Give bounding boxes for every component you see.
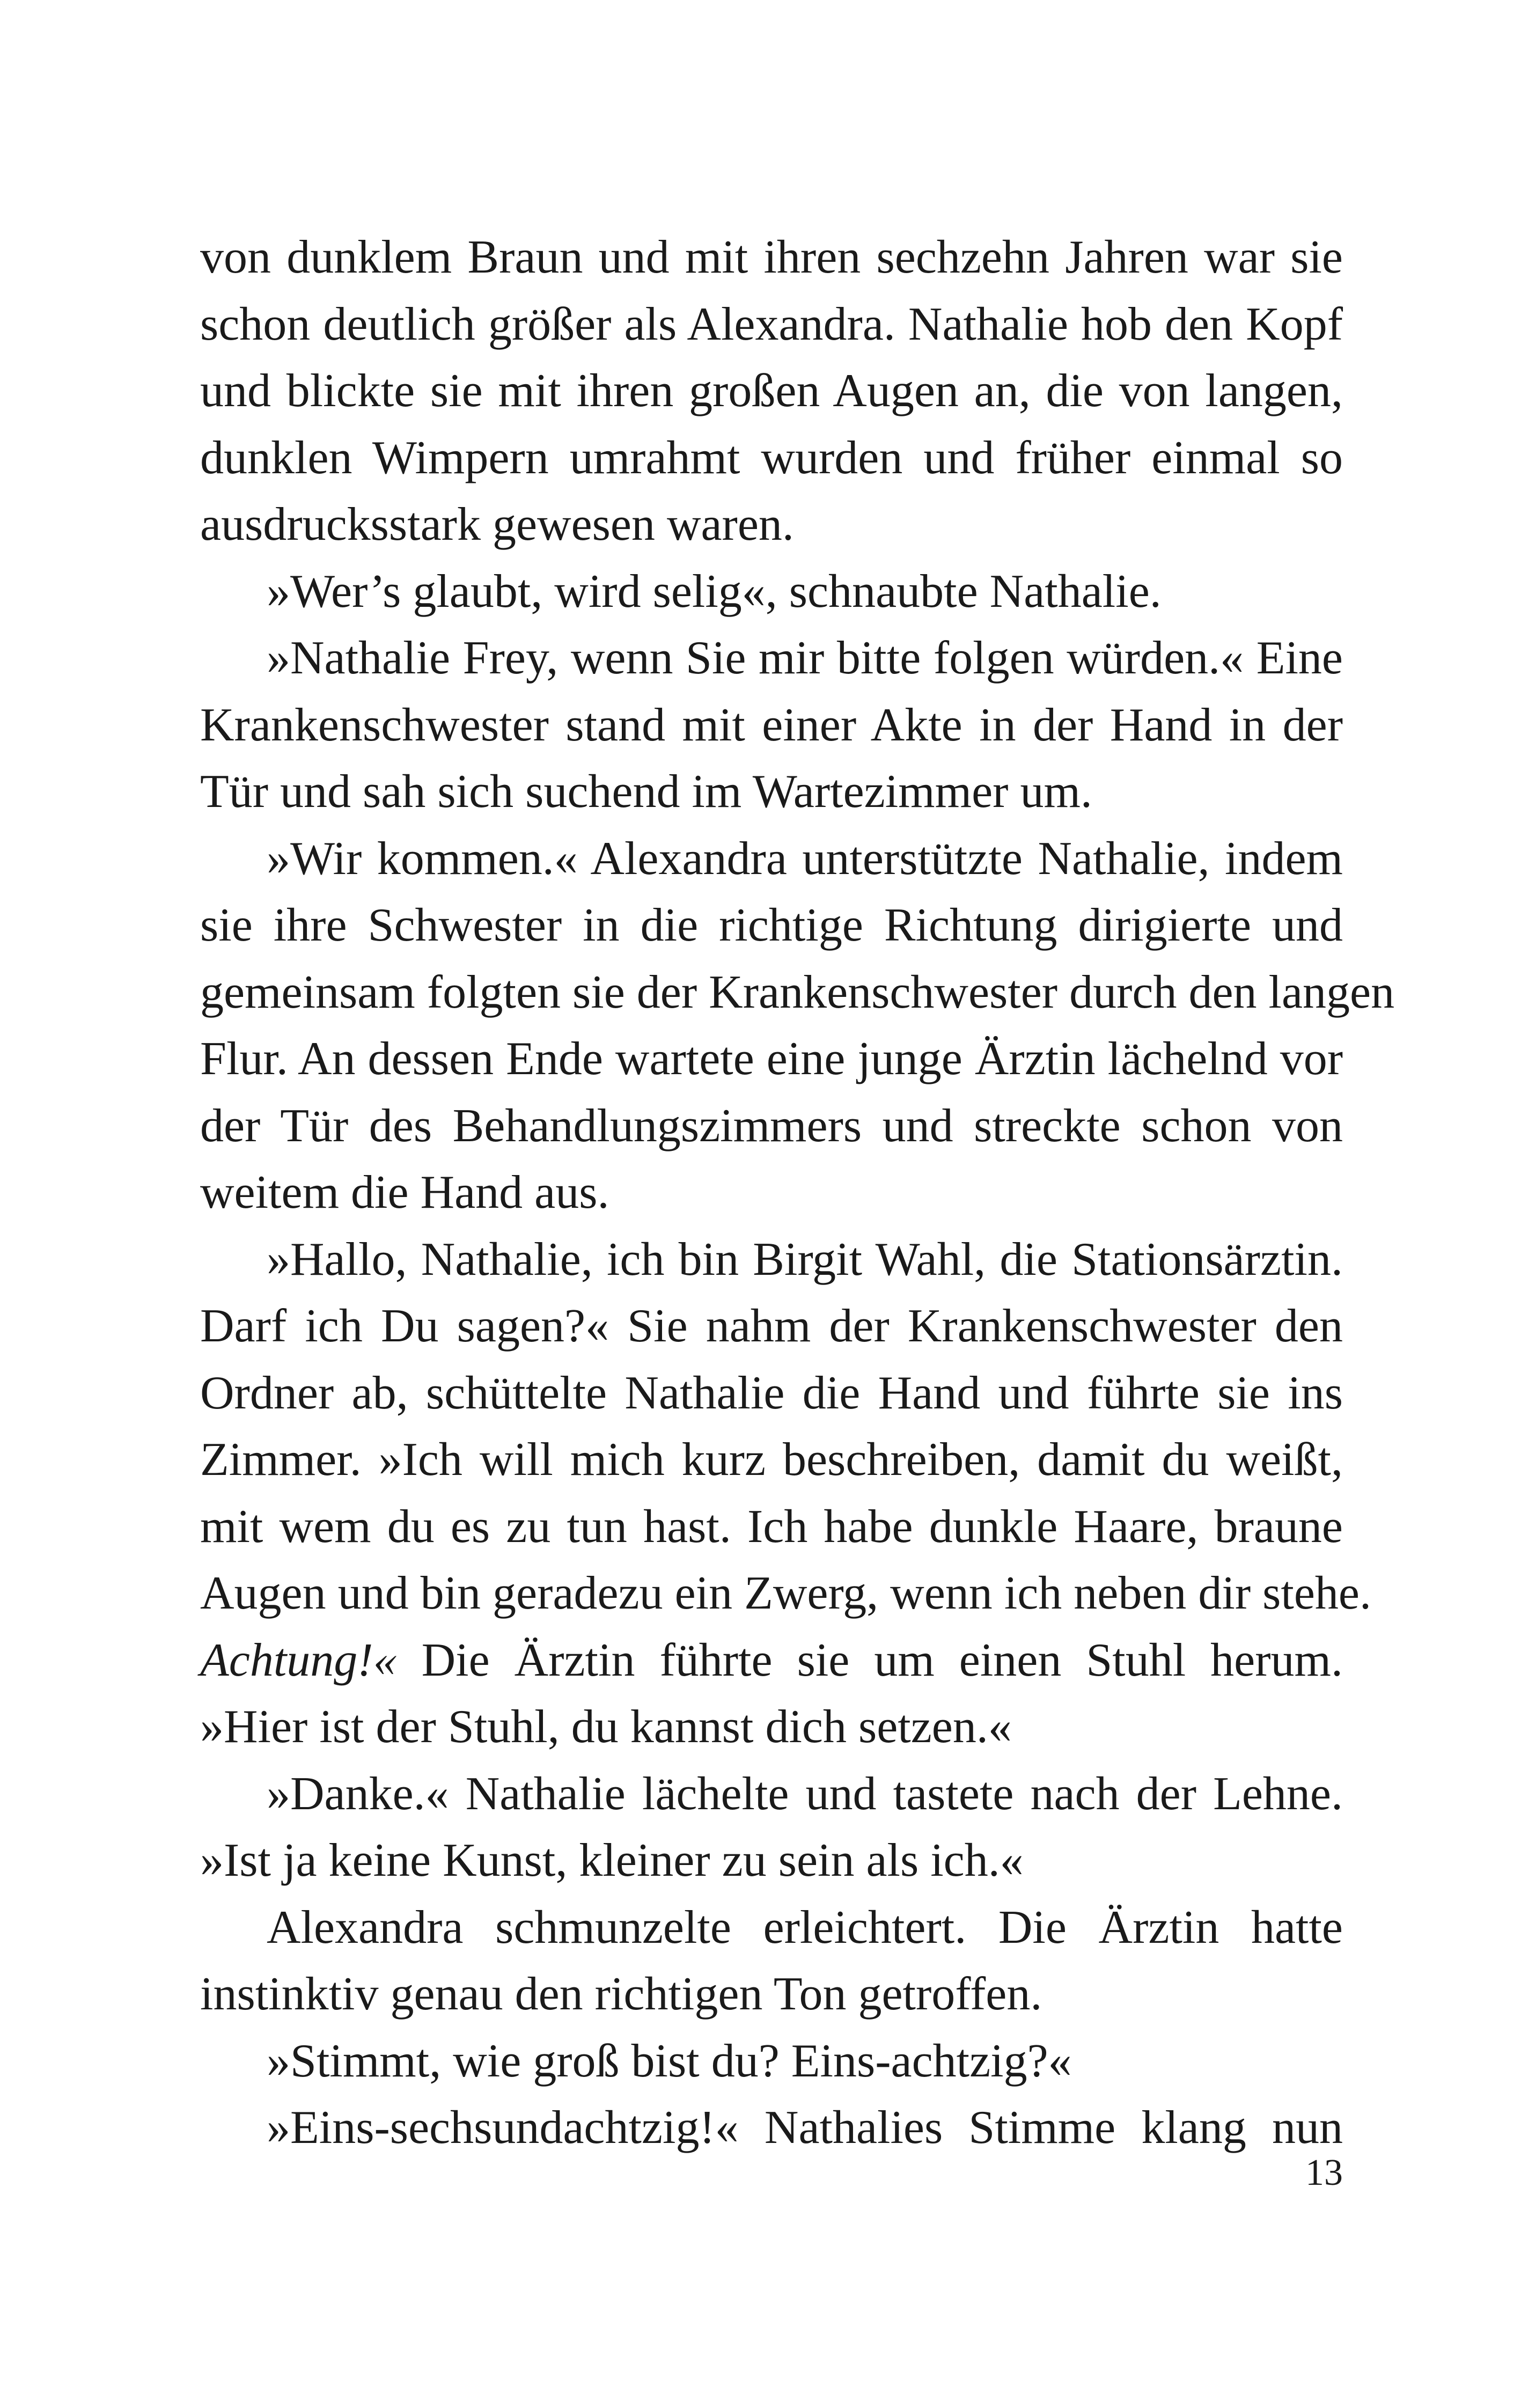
line-text: Augen und bin geradezu ein Zwerg, wenn ich neben dir stehe. (200, 1567, 1371, 1619)
text-line (200, 1694, 1343, 1761)
text-line (200, 224, 1343, 291)
text-line (200, 826, 1343, 893)
line-text: Tür und sah sich suchend im Wartezimmer um. (200, 766, 1092, 818)
line-text: dunklen Wimpern umrahmt wurden und früher einmal so (200, 431, 1343, 484)
text-line (200, 892, 1343, 959)
line-text: der Tür des Behandlungszimmers und streckte schon von (200, 1099, 1343, 1152)
text-line (200, 959, 1395, 1026)
body-text (200, 224, 1395, 2162)
text-line (200, 291, 1343, 358)
line-text: sie ihre Schwester in die richtige Richtung dirigierte und (200, 899, 1343, 951)
text-line (200, 1093, 1343, 1160)
text-line (200, 559, 1343, 626)
line-text: »Hallo, Nathalie, ich bin Birgit Wahl, die Stationsärztin. (267, 1233, 1343, 1286)
line-text: »Danke.« Nathalie lächelte und tastete nach der Lehne. (267, 1767, 1343, 1820)
line-text: »Ist ja keine Kunst, kleiner zu sein als ich.« (200, 1834, 1024, 1886)
text-line (200, 1961, 1343, 2028)
line-text: von dunklem Braun und mit ihren sechzehn Jahren war sie (200, 231, 1343, 283)
line-text: Die Ärztin führte sie um einen Stuhl herum. (396, 1634, 1343, 1686)
text-line (200, 1560, 1371, 1627)
line-text: »Eins-sechsundachtzig!« Nathalies Stimme klang nun (267, 2102, 1343, 2154)
line-text: »Hier ist der Stuhl, du kannst dich setzen.« (200, 1701, 1012, 1753)
text-line (200, 1627, 1343, 1694)
text-line (200, 491, 1343, 559)
text-line (200, 1360, 1343, 1427)
text-line (200, 1895, 1343, 1962)
line-text: »Nathalie Frey, wenn Sie mir bitte folgen würden.« Eine (267, 632, 1343, 684)
text-line (200, 2028, 1343, 2095)
line-text: Krankenschwester stand mit einer Akte in der Hand in der (200, 699, 1343, 751)
text-line (200, 1494, 1343, 1561)
text-line (200, 625, 1343, 692)
line-text: gemeinsam folgten sie der Krankenschwester durch den langen (200, 966, 1395, 1018)
line-text: Darf ich Du sagen?« Sie nahm der Krankenschwester den (200, 1300, 1343, 1352)
line-text: schon deutlich größer als Alexandra. Nathalie hob den Kopf (200, 298, 1343, 350)
line-text: weitem die Hand aus. (200, 1166, 609, 1218)
text-line (200, 1761, 1343, 1828)
text-line (200, 1427, 1343, 1494)
italic-text: Achtung!« (200, 1634, 397, 1686)
line-text: und blickte sie mit ihren großen Augen an, die von langen, (200, 365, 1343, 417)
page-number: 13 (1305, 2152, 1343, 2193)
text-line (200, 759, 1343, 826)
line-text: Ordner ab, schüttelte Nathalie die Hand und führte sie ins (200, 1367, 1343, 1419)
text-line (200, 2095, 1343, 2162)
line-text: instinktiv genau den richtigen Ton getroffen. (200, 1968, 1042, 2020)
line-text: Zimmer. »Ich will mich kurz beschreiben, damit du weißt, (200, 1434, 1343, 1486)
text-line (200, 1827, 1343, 1895)
line-text: Alexandra schmunzelte erleichtert. Die Ärztin hatte (267, 1901, 1343, 1954)
line-text: mit wem du es zu tun hast. Ich habe dunkle Haare, braune (200, 1500, 1343, 1553)
text-line (200, 1159, 1343, 1227)
text-line (200, 1227, 1343, 1294)
text-line (200, 1026, 1343, 1093)
line-text: »Stimmt, wie groß bist du? Eins-achtzig?« (267, 2035, 1072, 2087)
line-text: »Wer’s glaubt, wird selig«, schnaubte Nathalie. (267, 565, 1162, 618)
line-text: ausdrucksstark gewesen waren. (200, 498, 794, 550)
line-text: »Wir kommen.« Alexandra unterstützte Nathalie, indem (267, 832, 1343, 885)
line-text: Flur. An dessen Ende wartete eine junge Ärztin lächelnd vor (200, 1033, 1343, 1085)
text-line (200, 358, 1343, 425)
text-line (200, 692, 1343, 759)
text-line (200, 425, 1343, 492)
text-line (200, 1293, 1343, 1360)
